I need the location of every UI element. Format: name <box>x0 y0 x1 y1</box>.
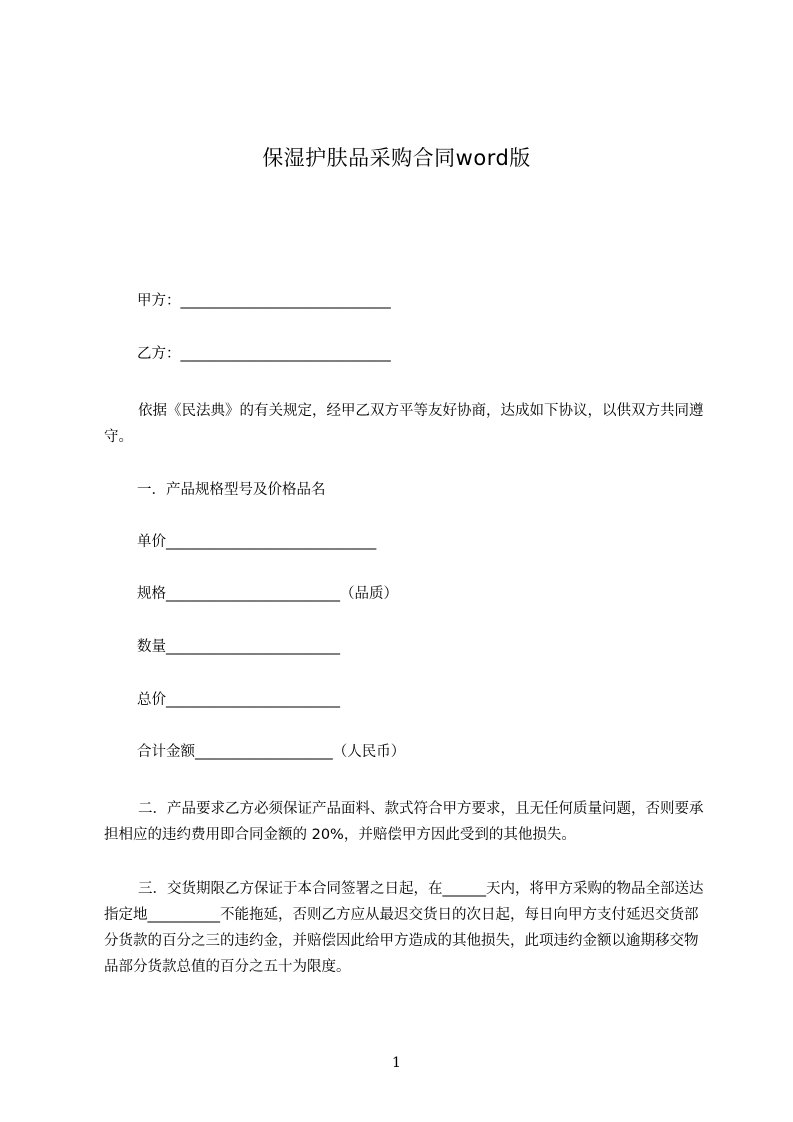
party-a-line: 甲方：_____________________________ <box>137 293 391 309</box>
party-b-line: 乙方：_____________________________ <box>137 346 391 362</box>
unit-price-line: 单价_____________________________ <box>137 534 377 550</box>
section1-heading: 一．产品规格型号及价格品名 <box>137 482 326 498</box>
specification-line: 规格________________________（品质） <box>137 586 398 602</box>
document-title: 保湿护肤品采购合同word版 <box>262 146 531 170</box>
section3-text: 三．交货期限乙方保证于本合同签署之日起，在______天内，将甲方采购的物品全部送达指定地__________不能拖延，否则乙方应从最迟交货日的次日起，每日向甲方支付延迟交货部分货款的百分之三的违约金，并赔偿因此给甲方造成的其他损失，此项违约金额以逾期移交物品部分货款总值的百分之五十为限度。 <box>104 881 704 975</box>
intro-paragraph <box>104 398 704 450</box>
total-amount-line: 合计金额___________________（人民币） <box>137 744 406 760</box>
section2-text: 二．产品要求乙方必须保证产品面料、款式符合甲方要求，且无任何质量问题，否则要承担相应的违约费用即合同金额的 20%，并赔偿甲方因此受到的其他损失。 <box>104 801 704 843</box>
quantity-line: 数量________________________ <box>137 639 340 655</box>
total-price-line: 总价________________________ <box>137 692 340 708</box>
section3-paragraph <box>104 876 704 980</box>
section2-paragraph <box>104 796 704 848</box>
page-number: 1 <box>392 1055 401 1071</box>
intro-text: 依据《民法典》的有关规定，经甲乙双方平等友好协商，达成如下协议，以供双方共同遵守。 <box>104 403 704 445</box>
